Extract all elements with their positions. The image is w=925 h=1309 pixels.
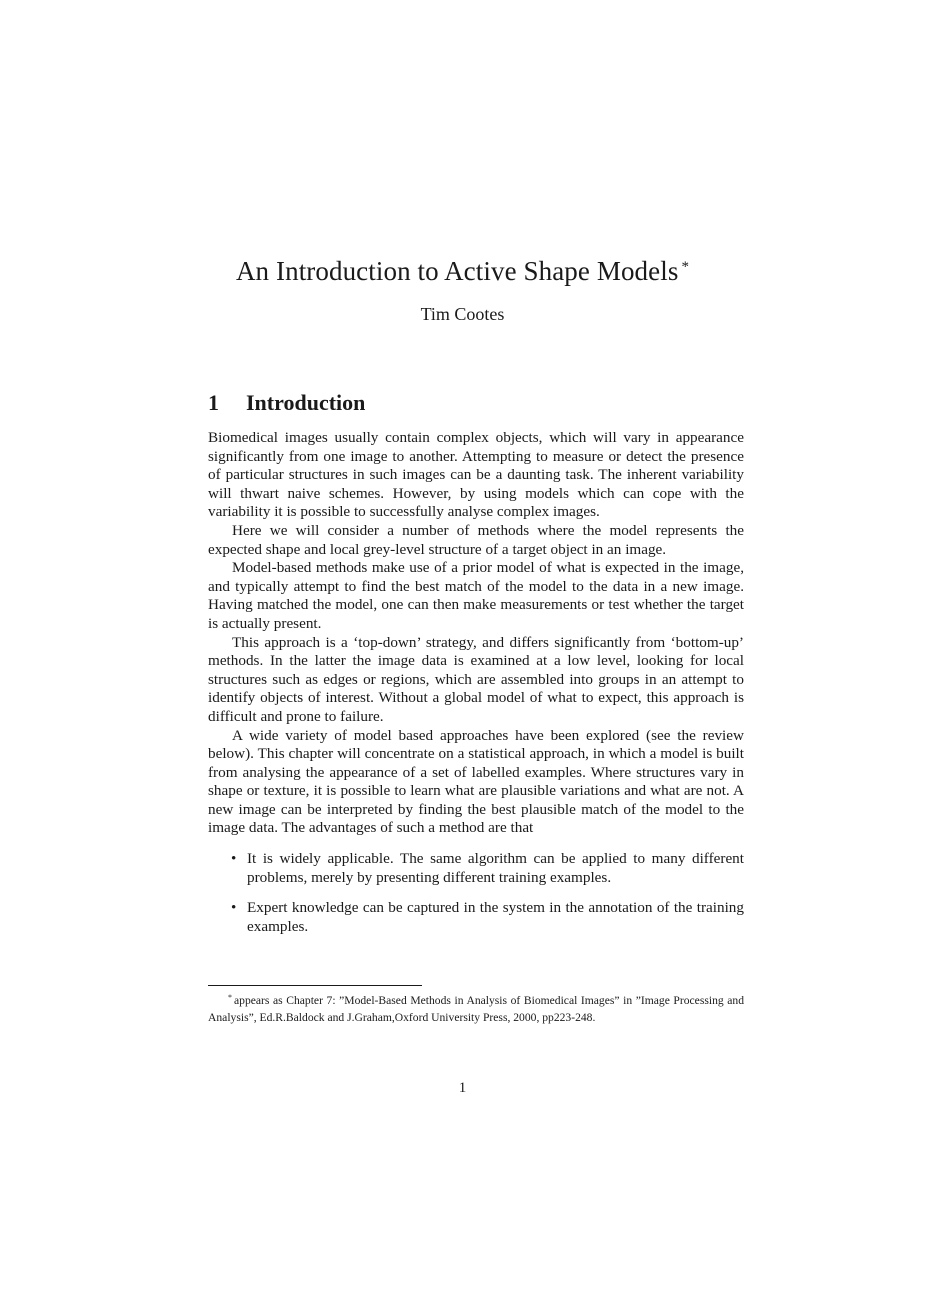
footnote-rule — [208, 985, 422, 986]
body-text — [208, 429, 744, 948]
footnote-mark: * — [228, 993, 232, 1002]
paragraph: Here we will consider a number of methods where the model represents the expected shape and local grey-level structure of a target object in an image. — [208, 521, 744, 558]
bullet-icon: • — [231, 899, 237, 917]
author-name: Tim Cootes — [420, 304, 505, 324]
section-heading — [208, 389, 365, 417]
paragraph: Model-based methods make use of a prior model of what is expected in the image, and typically attempt to find the best match of the model to the data in a new image. Having matched the model, one can then make measurements or test whether the target is actually present. — [208, 559, 744, 632]
paper-title — [0, 250, 925, 288]
list-item-text: It is widely applicable. The same algorithm can be applied to many different problems, merely by presenting different training examples. — [247, 850, 744, 886]
footnote-text: appears as Chapter 7: ”Model-Based Methods in Analysis of Biomedical Images” in ”Image Processing and Analysis”, Ed.R.Baldock and J.Graham,Oxford University Press, 2000, pp223-248. — [208, 994, 744, 1024]
section-title: Introduction — [246, 390, 366, 415]
list-item — [231, 899, 744, 936]
title-text: An Introduction to Active Shape Models — [235, 256, 679, 286]
page-number: 1 — [458, 1080, 467, 1096]
title-footnote-mark: * — [681, 259, 690, 275]
paragraph: Biomedical images usually contain complex objects, which will vary in appearance significantly from one image to another. Attempting to measure or detect the presence of particular structures in such images can be a daunting task. The inherent variability will thwart naive schemes. However, by using models which can cope with the variability it is possible to successfully analyse complex images. — [208, 429, 744, 521]
section-number: 1 — [208, 390, 219, 415]
list-item — [231, 850, 744, 887]
paragraph: This approach is a ‘top-down’ strategy, and differs significantly from ‘bottom-up’ methods. In the latter the image data is examined at a low level, looking for local structures such as edges or regions, which are assembled into groups in an attempt to identify objects of interest. Without a global model of what to expect, this approach is difficult and prone to failure. — [208, 633, 744, 725]
list-item-text: Expert knowledge can be captured in the system in the annotation of the training examples. — [247, 899, 744, 935]
bullet-icon: • — [231, 850, 237, 868]
footnote — [208, 990, 744, 1027]
paragraph: A wide variety of model based approaches have been explored (see the review below). This chapter will concentrate on a statistical approach, in which a model is built from analysing the appearance of a set of labelled examples. Where structures vary in shape or texture, it is possible to learn what are plausible variations and what are not. A new image can be interpreted by finding the best plausible match of the model to the image data. The advantages of such a method are that — [208, 726, 744, 837]
advantages-list — [208, 850, 744, 936]
